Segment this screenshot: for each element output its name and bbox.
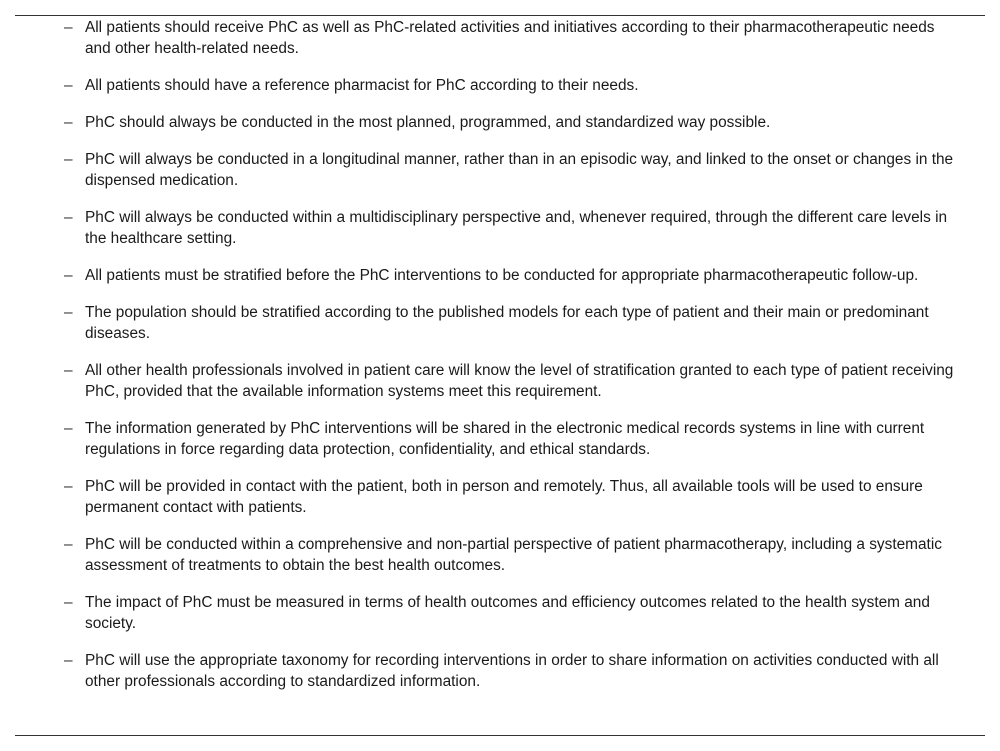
- list-item-text: The impact of PhC must be measured in terms of health outcomes and efficiency outcomes related to the health system and society.: [85, 594, 930, 632]
- list-item: [64, 149, 960, 191]
- dash-marker: –: [64, 267, 73, 284]
- list-item: [64, 265, 960, 286]
- list-item-text: PhC will be conducted within a comprehensive and non-partial perspective of patient pharmacotherapy, including a systematic assessment of treatments to obtain the best health outcomes.: [85, 536, 942, 574]
- dash-marker: –: [64, 478, 73, 495]
- list-item: [64, 17, 960, 59]
- dash-marker: –: [64, 536, 73, 553]
- list-item-text: All other health professionals involved in patient care will know the level of stratification granted to each type of patient receiving PhC, provided that the available information systems meet this requirement.: [85, 362, 954, 400]
- list-item-text: PhC will always be conducted within a multidisciplinary perspective and, whenever required, through the different care levels in the healthcare setting.: [85, 209, 948, 247]
- list-item: [64, 476, 960, 518]
- list-item: [64, 302, 960, 344]
- list-item: [64, 592, 960, 634]
- list-item: [64, 360, 960, 402]
- list-item-text: PhC should always be conducted in the most planned, programmed, and standardized way possible.: [85, 114, 771, 131]
- dash-marker: –: [64, 420, 73, 437]
- dash-marker: –: [64, 19, 73, 36]
- dash-marker: –: [64, 362, 73, 379]
- dash-marker: –: [64, 652, 73, 669]
- list-item: [64, 112, 960, 133]
- dash-marker: –: [64, 304, 73, 321]
- dash-marker: –: [64, 77, 73, 94]
- list-item-text: All patients should have a reference pharmacist for PhC according to their needs.: [85, 77, 639, 94]
- list-item: [64, 534, 960, 576]
- list-item: [64, 75, 960, 96]
- list-item: [64, 650, 960, 692]
- list-item-text: PhC will always be conducted in a longitudinal manner, rather than in an episodic way, and linked to the onset or changes in the dispensed medication.: [85, 151, 954, 189]
- list-item-text: PhC will be provided in contact with the patient, both in person and remotely. Thus, all available tools will be used to ensure permanent contact with patients.: [85, 478, 923, 516]
- bottom-rule: [15, 735, 985, 736]
- list-item-text: The population should be stratified according to the published models for each type of patient and their main or predominant diseases.: [85, 304, 929, 342]
- top-rule: [15, 15, 985, 16]
- list-item-text: All patients should receive PhC as well as PhC-related activities and initiatives according to their pharmacotherapeutic needs and other health-related needs.: [85, 19, 935, 57]
- list-item: [64, 207, 960, 249]
- list-item-text: PhC will use the appropriate taxonomy for recording interventions in order to share information on activities conducted with all other professionals according to standardized information.: [85, 652, 939, 690]
- recommendations-list: [64, 17, 960, 708]
- dash-marker: –: [64, 594, 73, 611]
- dash-marker: –: [64, 114, 73, 131]
- dash-marker: –: [64, 151, 73, 168]
- dash-marker: –: [64, 209, 73, 226]
- list-item-text: All patients must be stratified before the PhC interventions to be conducted for appropriate pharmacotherapeutic follow-up.: [85, 267, 919, 284]
- list-item-text: The information generated by PhC interventions will be shared in the electronic medical records systems in line with current regulations in force regarding data protection, confidentiality, and ethical standards.: [85, 420, 925, 458]
- list-item: [64, 418, 960, 460]
